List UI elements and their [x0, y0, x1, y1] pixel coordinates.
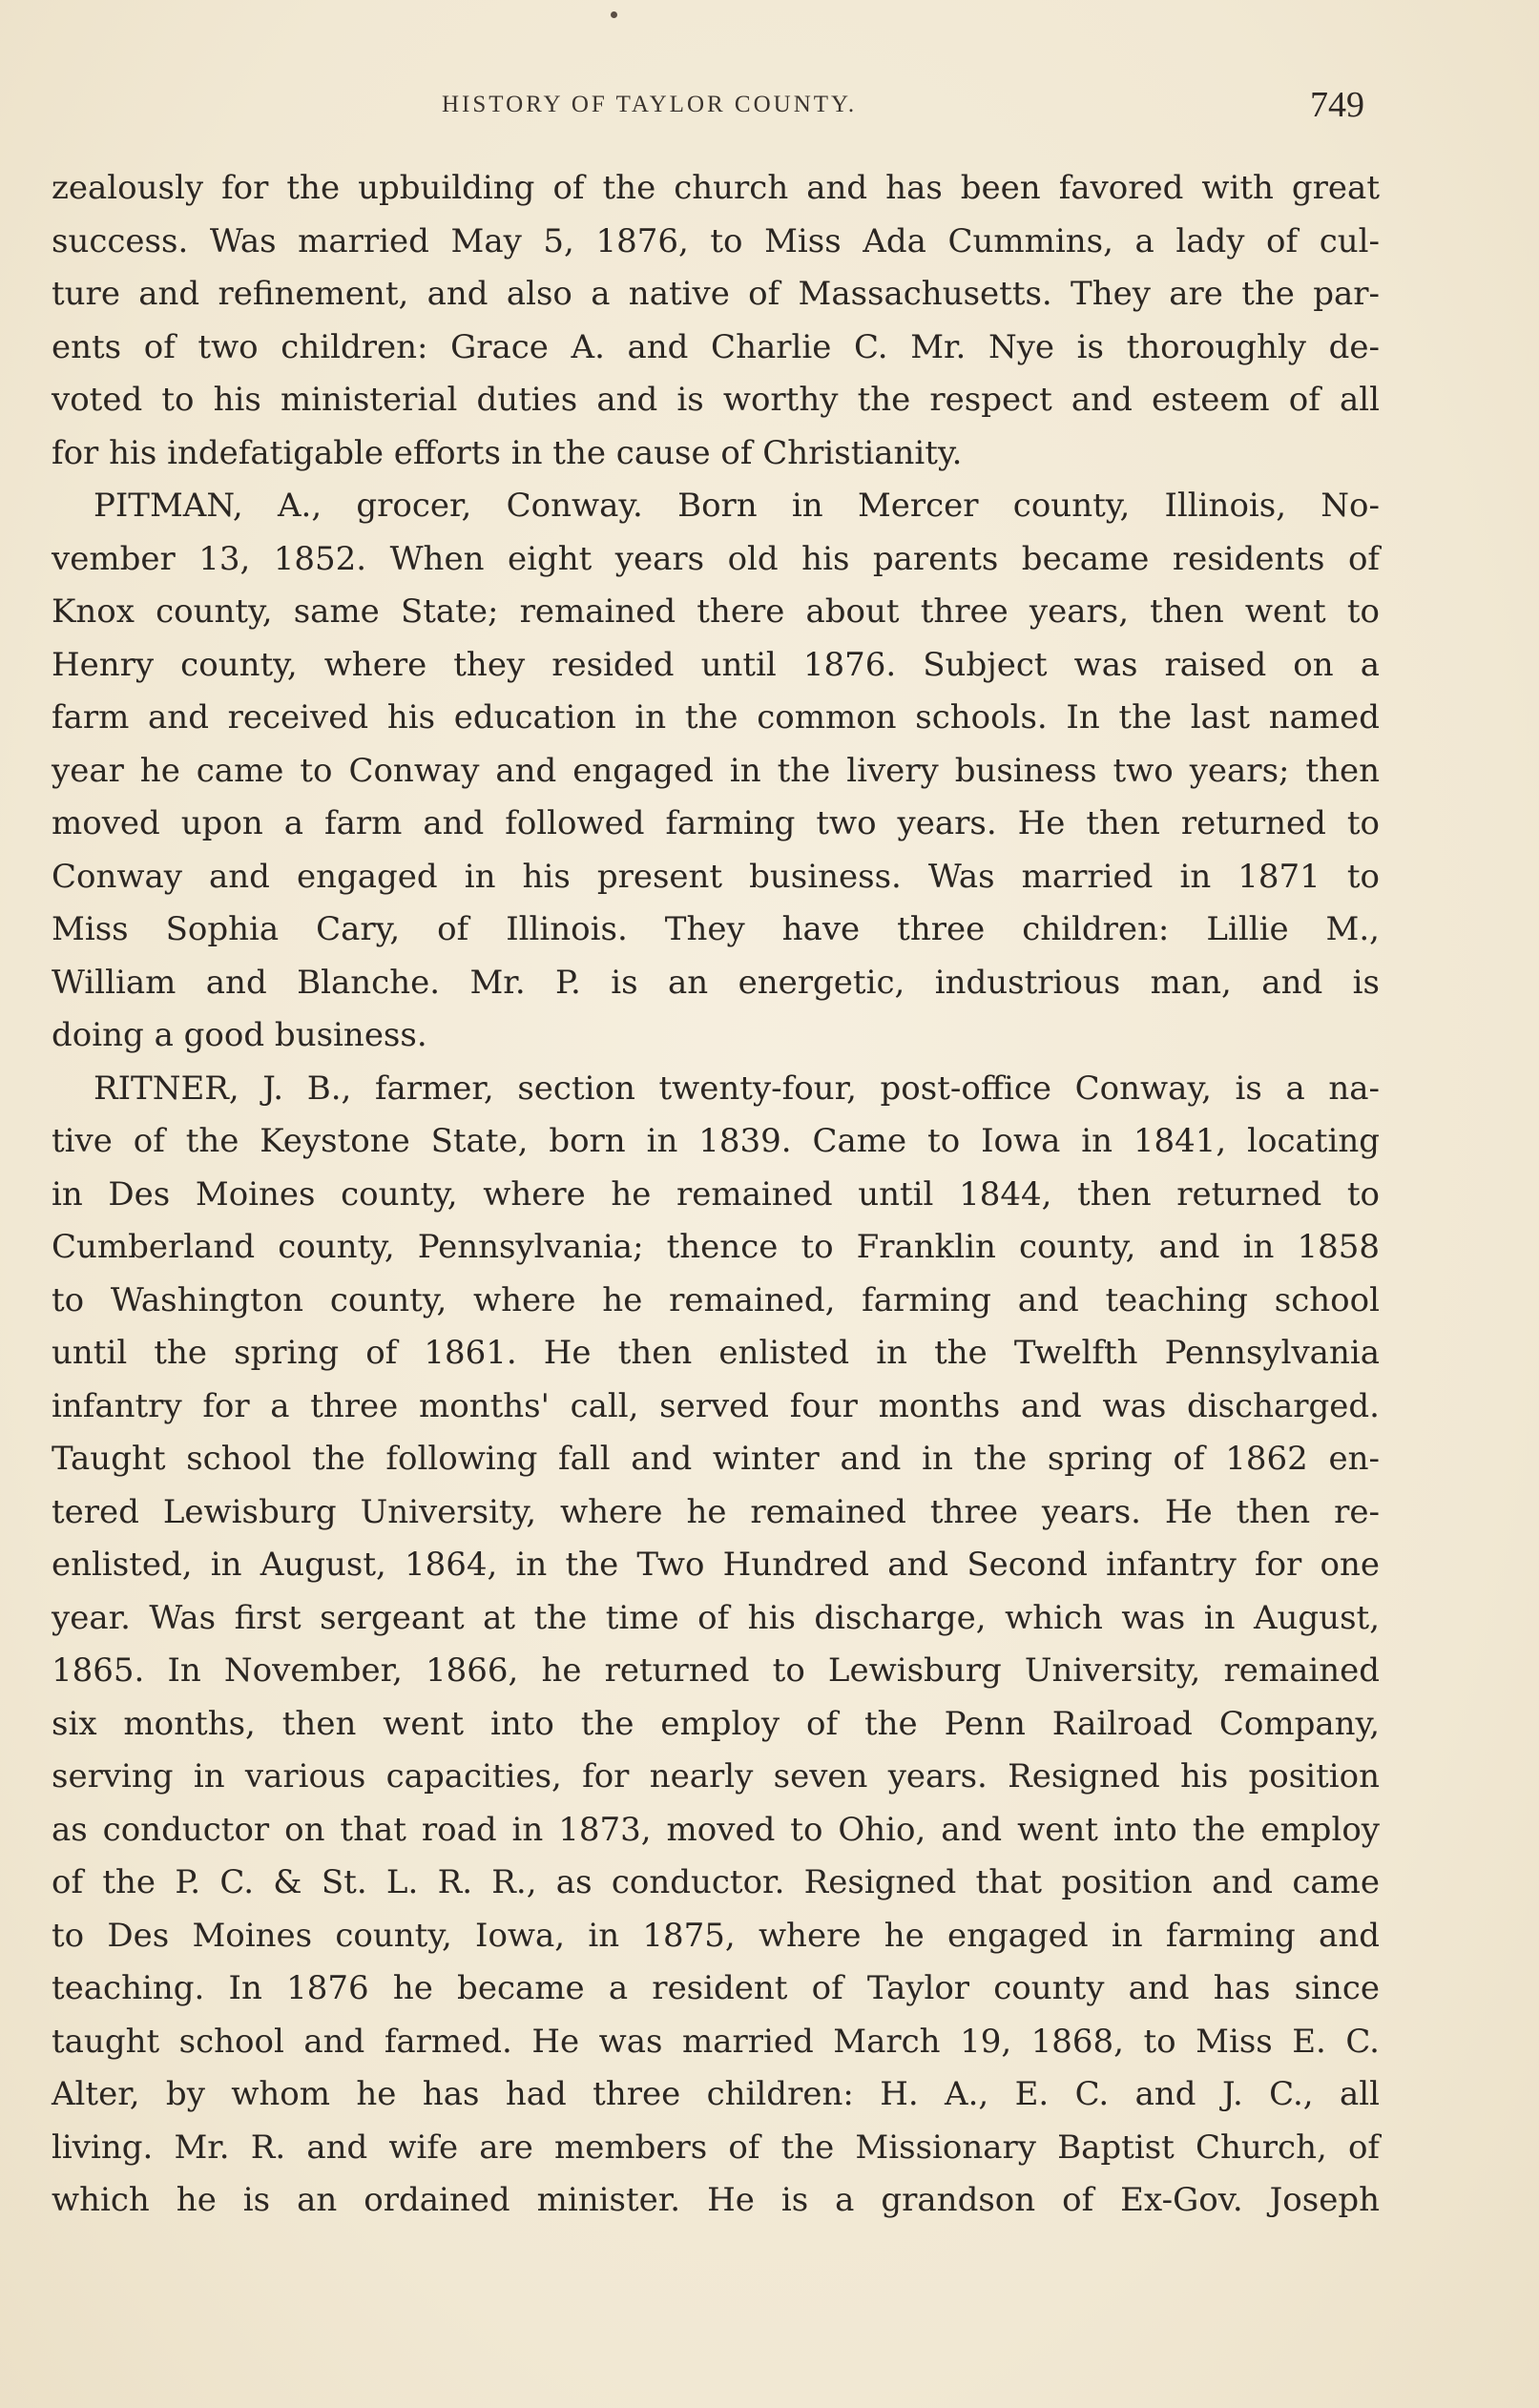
text-line: doing a good business. — [52, 1016, 427, 1054]
text-line: moved upon a farm and followed farming two years. He then returned to — [52, 804, 1380, 842]
text-line: for his indefatigable efforts in the cause of Christianity. — [52, 433, 963, 472]
body-text — [52, 162, 1380, 2228]
text-line: ture and refinement, and also a native of Massachusetts. They are the par- — [52, 275, 1380, 313]
text-line: Cumberland county, Pennsylvania; thence to Franklin county, and in 1858 — [52, 1228, 1380, 1266]
text-line: serving in various capacities, for nearly seven years. Resigned his position — [52, 1757, 1380, 1796]
text-line: Henry county, where they resided until 1876. Subject was raised on a — [52, 645, 1380, 684]
text-line: as conductor on that road in 1873, moved to Ohio, and went into the employ — [52, 1810, 1380, 1849]
text-line: PITMAN, A., grocer, Conway. Born in Mercer county, Illinois, No- — [94, 487, 1380, 525]
text-line: of the P. C. & St. L. R. R., as conductor. Resigned that position and came — [52, 1863, 1380, 1901]
text-line: Conway and engaged in his present business. Was married in 1871 to — [52, 857, 1380, 896]
text-line: William and Blanche. Mr. P. is an energetic, industrious man, and is — [52, 963, 1380, 1002]
text-line: enlisted, in August, 1864, in the Two Hundred and Second infantry for one — [52, 1546, 1380, 1584]
text-line: Knox county, same State; remained there about three years, then went to — [52, 592, 1380, 631]
text-line: to Des Moines county, Iowa, in 1875, where he engaged in farming and — [52, 1916, 1380, 1955]
text-line: taught school and farmed. He was married March 19, 1868, to Miss E. C. — [52, 2022, 1380, 2061]
text-line: to Washington county, where he remained, farming and teaching school — [52, 1280, 1380, 1319]
text-line: Taught school the following fall and winter and in the spring of 1862 en- — [52, 1440, 1380, 1478]
text-line: farm and received his education in the common schools. In the last named — [52, 698, 1380, 737]
text-line: teaching. In 1876 he became a resident of Taylor county and has since — [52, 1969, 1380, 2007]
running-head: HISTORY OF TAYLOR COUNTY. — [442, 92, 858, 117]
page-header — [0, 85, 1539, 126]
text-line: success. Was married May 5, 1876, to Miss Ada Cummins, a lady of cul- — [52, 221, 1380, 260]
text-line: RITNER, J. B., farmer, section twenty-four, post-office Conway, is a na- — [94, 1069, 1380, 1108]
text-line: ents of two children: Grace A. and Charlie C. Mr. Nye is thoroughly de- — [52, 327, 1380, 366]
text-line: which he is an ordained minister. He is a grandson of Ex-Gov. Joseph — [52, 2181, 1380, 2219]
text-line: year. Was first sergeant at the time of his discharge, which was in August, — [52, 1598, 1380, 1637]
text-line: vember 13, 1852. When eight years old his parents became residents of — [52, 539, 1380, 578]
text-line: tered Lewisburg University, where he remained three years. He then re- — [52, 1492, 1380, 1531]
text-line: Alter, by whom he has had three children: H. A., E. C. and J. C., all — [52, 2075, 1380, 2113]
text-line: tive of the Keystone State, born in 1839. Came to Iowa in 1841, locating — [52, 1122, 1380, 1160]
text-line: six months, then went into the employ of the Penn Railroad Company, — [52, 1704, 1380, 1743]
text-line: until the spring of 1861. He then enlisted in the Twelfth Pennsylvania — [52, 1334, 1380, 1372]
page-number: 749 — [1310, 85, 1364, 125]
text-line: living. Mr. R. and wife are members of the Missionary Baptist Church, of — [52, 2128, 1380, 2167]
text-line: 1865. In November, 1866, he returned to Lewisburg University, remained — [52, 1651, 1380, 1690]
text-line: in Des Moines county, where he remained until 1844, then returned to — [52, 1174, 1380, 1214]
text-line: year he came to Conway and engaged in the livery business two years; then — [52, 751, 1380, 790]
text-line: Miss Sophia Cary, of Illinois. They have three children: Lillie M., — [52, 910, 1380, 948]
text-line: zealously for the upbuilding of the church and has been favored with great — [52, 169, 1380, 207]
ink-speck — [611, 11, 617, 18]
text-line: infantry for a three months' call, served four months and was discharged. — [52, 1386, 1380, 1425]
text-line: voted to his ministerial duties and is worthy the respect and esteem of all — [52, 381, 1380, 419]
